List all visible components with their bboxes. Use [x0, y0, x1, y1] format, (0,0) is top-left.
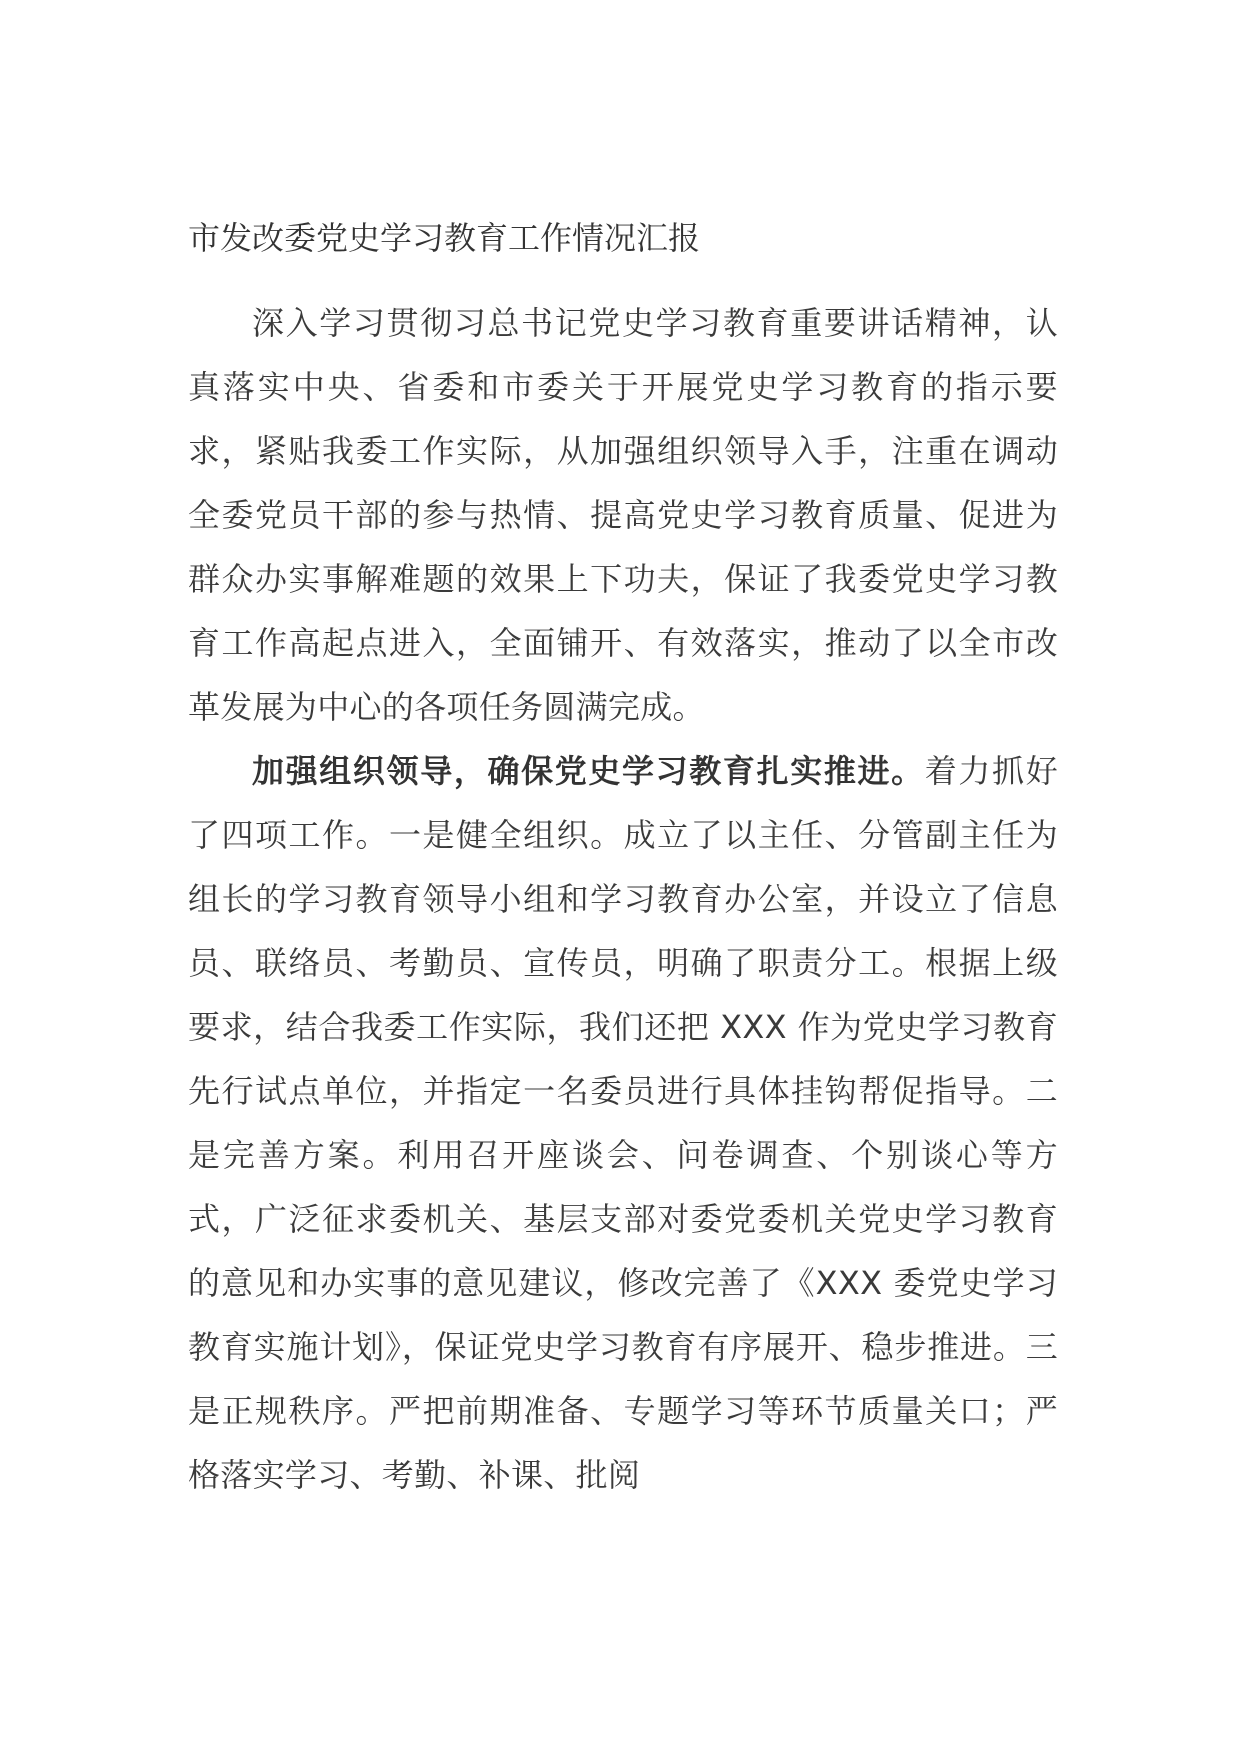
paragraph-organization-text: 着力抓好了四项工作。一是健全组织。成立了以主任、分管副主任为组长的学习教育领导小组和学习教育办公室，并设立了信息员、联络员、考勤员、宣传员，明确了职责分工。根据上级要求，结合我委工作实际，我们还把 XXX 作为党史学习教育先行试点单位，并指定一名委员进行具体挂钩帮促指导。二是完善方案。利用召开座谈会、问卷调查、个别谈心等方式，广泛征求委机关、基层支部对委党委机关党史学习教育的意见和办实事的意见建议，修改完善了《XXX 委党史学习教育实施计划》，保证党史学习教育有序展开、稳步推进。三是正规秩序。严把前期准备、专题学习等环节质量关口；严格落实学习、考勤、补课、批阅: [188, 752, 1058, 1494]
paragraph-organization-lead: 加强组织领导，确保党史学习教育扎实推进。: [252, 752, 925, 790]
paragraph-intro: [188, 291, 1058, 739]
document-page: [188, 215, 1058, 1507]
document-title: 市发改委党史学习教育工作情况汇报: [188, 219, 701, 257]
paragraph-intro-text: 深入学习贯彻习总书记党史学习教育重要讲话精神，认真落实中央、省委和市委关于开展党史学习教育的指示要求，紧贴我委工作实际，从加强组织领导入手，注重在调动全委党员干部的参与热情、提高党史学习教育质量、促进为群众办实事解难题的效果上下功夫，保证了我委党史学习教育工作高起点进入，全面铺开、有效落实，推动了以全市改革发展为中心的各项任务圆满完成。: [188, 304, 1058, 726]
paragraph-organization: [188, 739, 1058, 1507]
